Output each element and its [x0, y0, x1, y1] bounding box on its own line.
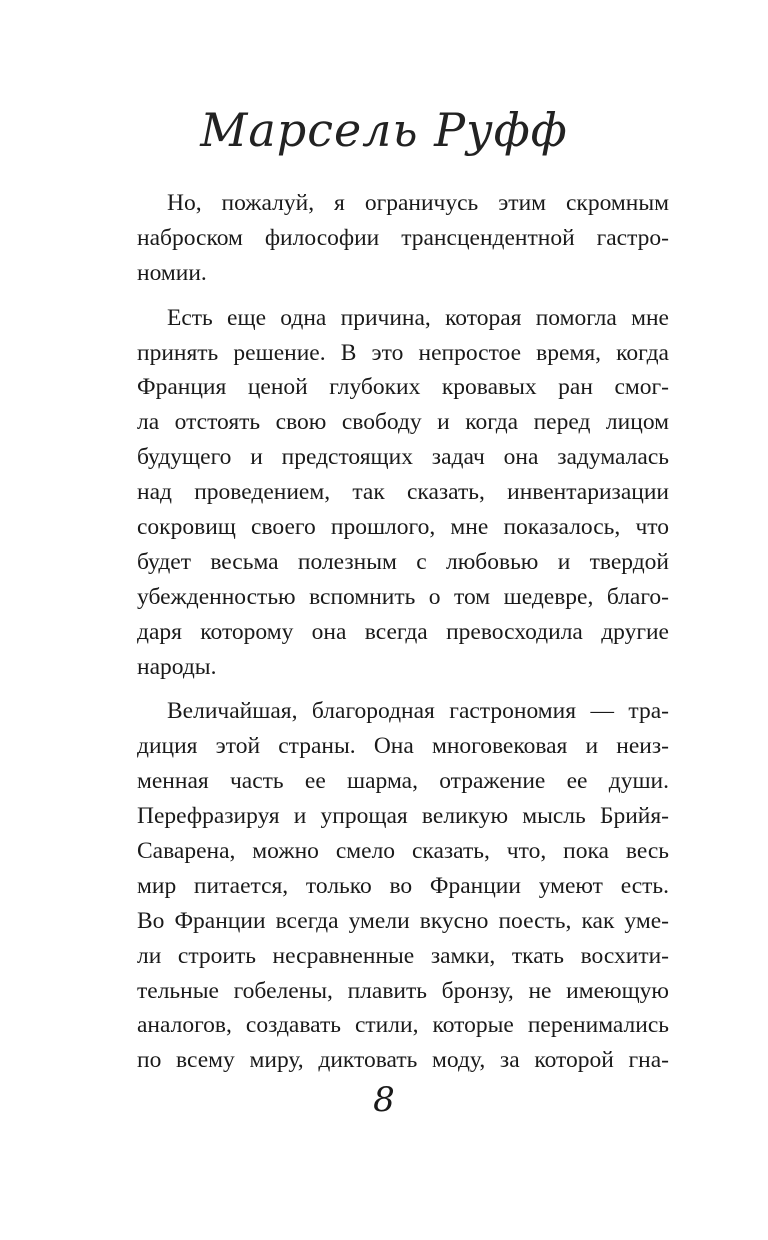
paragraph-1 — [137, 186, 669, 291]
text-line: аналогов, создавать стили, которые перенимались — [137, 1012, 669, 1039]
running-header-author: Марсель Руфф — [200, 103, 568, 157]
text-line: убежденностью вспомнить о том шедевре, благо- — [137, 583, 669, 610]
text-line: Величайшая, благородная гастрономия — тра- — [167, 698, 669, 725]
text-line: Но, пожалуй, я ограничусь этим скромным — [167, 190, 669, 216]
text-line: ли строить несравненные замки, ткать восхити- — [137, 942, 669, 969]
text-line: народы. — [137, 653, 217, 680]
text-line: диция этой страны. Она многовековая и неиз- — [137, 733, 669, 760]
text-line: будет весьма полезным с любовью и твердой — [137, 548, 669, 575]
text-line: наброском философии трансцендентной гастро- — [137, 224, 669, 251]
text-line: мир питается, только во Франции умеют есть. — [137, 872, 669, 899]
text-line: даря которому она всегда превосходила другие — [137, 618, 669, 645]
text-line: Есть еще одна причина, которая помогла мне — [167, 304, 669, 331]
text-line: сокровищ своего прошлого, мне показалось, что — [137, 514, 669, 541]
text-line: Саварена, можно смело сказать, что, пока весь — [137, 838, 669, 865]
text-line: Франция ценой глубоких кровавых ран смог- — [137, 374, 669, 401]
text-line: номии. — [137, 259, 207, 286]
text-line: ла отстоять свою свободу и когда перед лицом — [137, 409, 669, 436]
text-line: над проведением, так сказать, инвентаризации — [137, 479, 669, 506]
paragraph-3 — [137, 694, 669, 1078]
text-line: менная часть ее шарма, отражение ее души. — [137, 768, 669, 795]
page-number: 8 — [373, 1080, 395, 1120]
paragraph-2 — [137, 301, 669, 685]
text-line: по всему миру, диктовать моду, за которой гна- — [137, 1047, 669, 1074]
text-line: Перефразируя и упрощая великую мысль Брийя- — [137, 803, 669, 830]
text-line: будущего и предстоящих задач она задумалась — [137, 444, 669, 471]
text-line: тельные гобелены, плавить бронзу, не имеющую — [137, 977, 669, 1004]
body-text — [137, 186, 669, 1078]
text-line: принять решение. В это непростое время, когда — [137, 339, 669, 366]
text-line: Во Франции всегда умели вкусно поесть, как уме- — [137, 907, 669, 934]
